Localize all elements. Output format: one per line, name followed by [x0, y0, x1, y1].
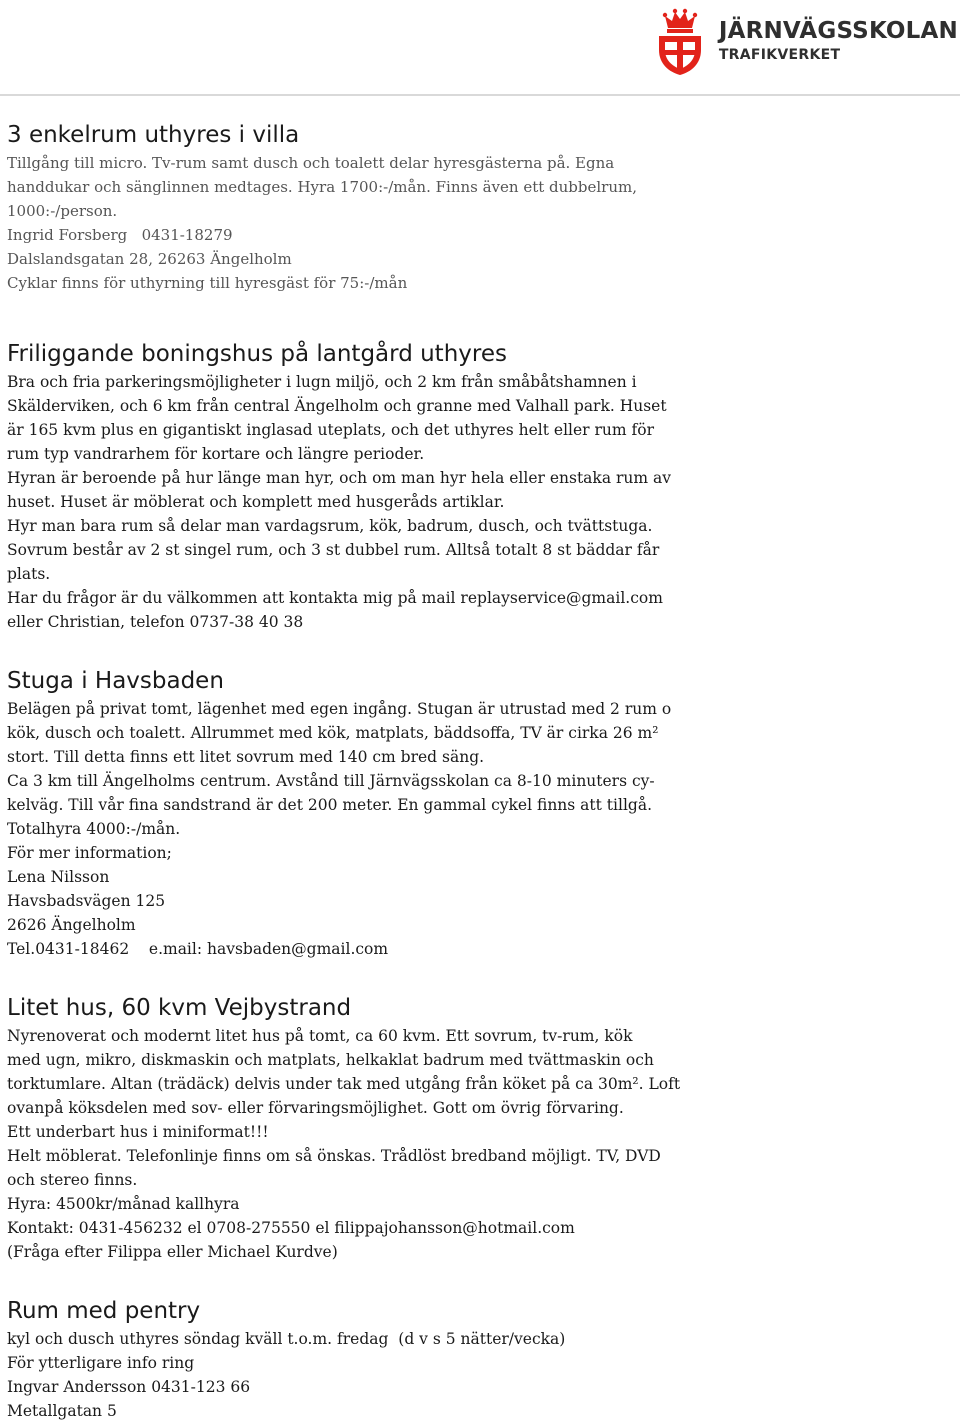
listings: [7, 119, 955, 1423]
text-line: Ingrid Forsberg 0431-18279: [7, 226, 233, 244]
text-line: kök, dusch och toalett. Allrummet med kök, matplats, bäddsoffa, TV är cirka 26 m²: [7, 724, 659, 742]
text-line: torktumlare. Altan (trädäck) delvis under tak med utgång från köket på ca 30m². Loft: [7, 1075, 681, 1093]
text-line: Tillgång till micro. Tv-rum samt dusch och toalett delar hyresgästerna på. Egna: [7, 154, 615, 172]
text-line: Lena Nilsson: [7, 868, 110, 886]
text-line: Cyklar finns för uthyrning till hyresgäst för 75:-/mån: [7, 274, 408, 292]
text-line: Metallgatan 5: [7, 1402, 117, 1420]
text-line: med ugn, mikro, diskmaskin och matplats, helkaklat badrum med tvättmaskin och: [7, 1051, 654, 1069]
text-line: Helt möblerat. Telefonlinje finns om så önskas. Trådlöst bredband möjligt. TV, DVD: [7, 1147, 661, 1165]
text-line: 1000:-/person.: [7, 202, 118, 220]
text-line: För mer information;: [7, 844, 172, 862]
listing-vejbystrand: [7, 992, 955, 1264]
text-line: Hyran är beroende på hur länge man hyr, och om man hyr hela eller enstaka rum av: [7, 469, 672, 487]
text-line: Dalslandsgatan 28, 26263 Ängelholm: [7, 250, 292, 268]
listing-title: 3 enkelrum uthyres i villa: [7, 122, 300, 148]
text-line: ovanpå köksdelen med sov- eller förvaringsmöjlighet. Gott om övrig förvaring.: [7, 1099, 624, 1117]
text-line: är 165 kvm plus en gigantiskt inglasad uteplats, och det uthyres helt eller rum för: [7, 421, 654, 439]
text-line: eller Christian, telefon 0737-38 40 38: [7, 613, 304, 631]
text-line: För ytterligare info ring: [7, 1354, 195, 1372]
listing-title: Litet hus, 60 kvm Vejbystrand: [7, 995, 352, 1021]
text-line: Ca 3 km till Ängelholms centrum. Avstånd till Järnvägsskolan ca 8-10 minuters cy-: [7, 772, 655, 790]
text-line: Belägen på privat tomt, lägenhet med egen ingång. Stugan är utrustad med 2 rum o: [7, 700, 672, 718]
text-line: stort. Till detta finns ett litet sovrum med 140 cm bred säng.: [7, 748, 485, 766]
logo-subtitle: TRAFIKVERKET: [718, 47, 841, 63]
crown-emblem-icon: [651, 6, 709, 76]
text-line: Hyr man bara rum så delar man vardagsrum, kök, badrum, dusch, och tvättstuga.: [7, 517, 653, 535]
text-line: huset. Huset är möblerat och komplett med husgeråds artiklar.: [7, 493, 505, 511]
text-line: Havsbadsvägen 125: [7, 892, 166, 910]
text-line: Nyrenoverat och modernt litet hus på tomt, ca 60 kvm. Ett sovrum, tv-rum, kök: [7, 1027, 633, 1045]
text-line: handdukar och sänglinnen medtages. Hyra 1700:-/mån. Finns även ett dubbelrum,: [7, 178, 637, 196]
text-line: Tel.0431-18462 e.mail: havsbaden@gmail.com: [7, 940, 389, 958]
listing-title: Stuga i Havsbaden: [7, 668, 224, 694]
listing-title: Rum med pentry: [7, 1298, 201, 1324]
text-line: Ett underbart hus i miniformat!!!: [7, 1123, 269, 1141]
header-divider: [0, 94, 960, 96]
text-line: (Fråga efter Filippa eller Michael Kurdve): [7, 1243, 338, 1261]
jarnvagsskolan-logo: [651, 6, 958, 76]
listing-enkelrum: [7, 119, 955, 295]
text-line: 2626 Ängelholm: [7, 916, 136, 934]
text-line: kyl och dusch uthyres söndag kväll t.o.m. fredag (d v s 5 nätter/vecka): [7, 1330, 566, 1348]
text-line: Skälderviken, och 6 km från central Ängelholm och granne med Valhall park. Huset: [7, 397, 667, 415]
listing-havsbaden: [7, 665, 955, 961]
text-line: Totalhyra 4000:-/mån.: [7, 820, 181, 838]
text-line: rum typ vandrarhem för kortare och längre perioder.: [7, 445, 425, 463]
text-line: Sovrum består av 2 st singel rum, och 3 st dubbel rum. Alltså totalt 8 st bäddar får: [7, 541, 660, 559]
logo-name: JÄRNVÄGSSKOLAN: [718, 18, 958, 44]
text-line: och stereo finns.: [7, 1171, 138, 1189]
text-line: Har du frågor är du välkommen att kontakta mig på mail replayservice@gmail.com: [7, 589, 663, 607]
text-line: Ingvar Andersson 0431-123 66: [7, 1378, 251, 1396]
text-line: kelväg. Till vår fina sandstrand är det 200 meter. En gammal cykel finns att tillgå.: [7, 796, 652, 814]
listing-pentry: [7, 1295, 955, 1423]
text-line: Hyra: 4500kr/månad kallhyra: [7, 1195, 240, 1213]
text-line: plats.: [7, 565, 51, 583]
listing-lantgard: [7, 338, 955, 634]
listing-title: Friliggande boningshus på lantgård uthyres: [7, 341, 507, 367]
page-header: [0, 0, 960, 96]
text-line: Bra och fria parkeringsmöjligheter i lugn miljö, och 2 km från småbåtshamnen i: [7, 373, 637, 391]
text-line: Kontakt: 0431-456232 el 0708-275550 el filippajohansson@hotmail.com: [7, 1219, 575, 1237]
